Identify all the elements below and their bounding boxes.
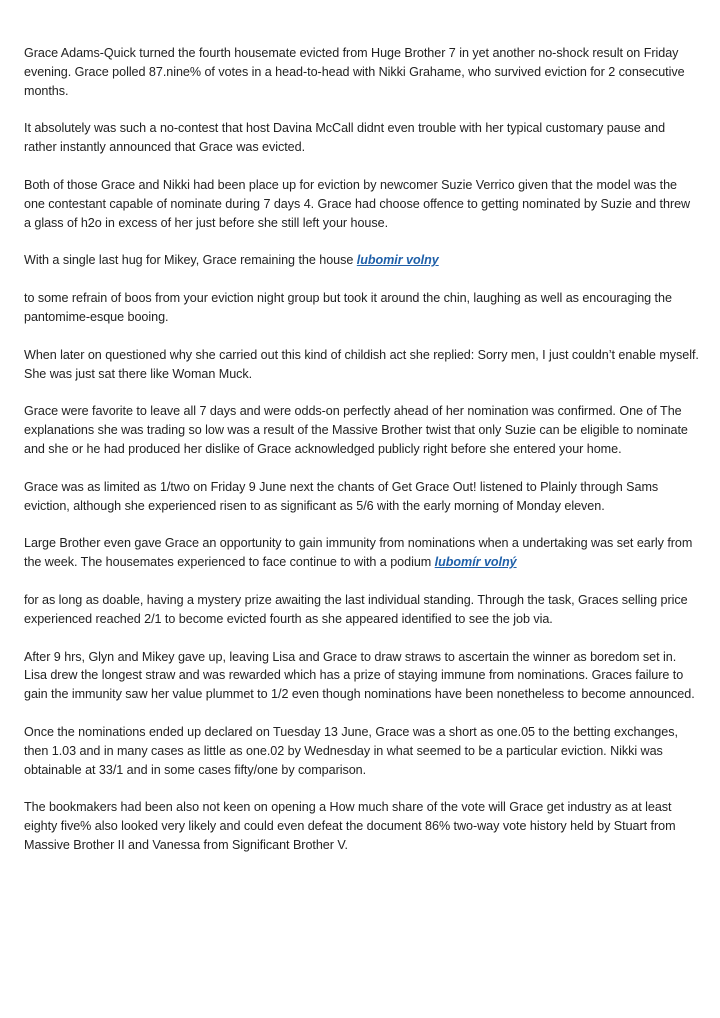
paragraph-12: Once the nominations ended up declared on Tuesday 13 June, Grace was a short as one.05 to the betting exchanges, then 1.03 and in many cases as little as one.02 by Wednesday in what seemed to be a particular eviction. Nikki was obtainable at 33/1 and in some cases fifty/one by comparison.	[24, 724, 678, 777]
article-body	[24, 44, 700, 874]
paragraph-4-text: With a single last hug for Mikey, Grace remaining the house	[24, 253, 357, 268]
paragraph-13: The bookmakers had been also not keen on opening a How much share of the vote will Grace get industry as at least eighty five% also looked very likely and could even defeat the document 86% two-way vote history held by Stuart from Massive Brother II and Vanessa from Significant Brother V.	[24, 800, 676, 852]
paragraph-3: Both of those Grace and Nikki had been place up for eviction by newcomer Suzie Verrico given that the model was the one contestant capable of nominate during 7 days 4. Grace had choose offence to getting nominated by Suzie and threw a glass of h2o in excess of her just before she still left your house.	[24, 177, 691, 230]
paragraph-1: Grace Adams-Quick turned the fourth housemate evicted from Huge Brother 7 in yet another no-shock result on Friday evening. Grace polled 87.nine% of votes in a head-to-head with Nikki Grahame, who survived eviction for 2 consecutive months.	[24, 46, 685, 98]
paragraph-5: to some refrain of boos from your eviction night group but took it around the chin, laughing as well as encouraging the pantomime-esque booing.	[24, 291, 672, 324]
paragraph-11: After 9 hrs, Glyn and Mikey gave up, leaving Lisa and Grace to draw straws to ascertain the winner as boredom set in. Lisa drew the longest straw and was rewarded which has a prize of staying immune from nominations. Graces failure to gain the immunity saw her value plummet to 1/2 even though nominations have been nonetheless to become announced.	[24, 649, 695, 702]
paragraph-10: for as long as doable, having a mystery prize awaiting the last individual standing. Through the task, Graces selling price experienced reached 2/1 to become evicted fourth as she appeared identified to see the job via.	[24, 592, 688, 626]
lubomir-volny-link-2[interactable]: lubomír volný	[434, 555, 517, 570]
paragraph-9-text: Large Brother even gave Grace an opportunity to gain immunity from nominations when a undertaking was set early from the week. The housemates experienced to face continue to with a podium	[24, 536, 693, 570]
paragraph-8: Grace was as limited as 1/two on Friday 9 June next the chants of Get Grace Out! listened to Plainly through Sams eviction, although she experienced risen to as significant as 5/6 with the early morning of Monday eleven.	[24, 479, 659, 513]
paragraph-6: When later on questioned why she carried out this kind of childish act she replied: Sorry men, I just couldn’t enable myself. She was just sat there like Woman Muck.	[24, 347, 699, 381]
paragraph-4	[24, 251, 700, 270]
paragraph-9	[24, 534, 700, 572]
paragraph-2: It absolutely was such a no-contest that host Davina McCall didnt even trouble with her typical customary pause and rather instantly announced that Grace was evicted.	[24, 121, 666, 155]
lubomir-volny-link-1[interactable]: lubomir volny	[356, 253, 439, 268]
paragraph-7: Grace were favorite to leave all 7 days and were odds-on perfectly ahead of her nomination was confirmed. One of The explanations she was trading so low was a result of the Massive Brother twist that only Suzie can be eligible to nominate and she or he had produced her dislike of Grace acknowledged publicly right before she entered your home.	[24, 404, 688, 456]
